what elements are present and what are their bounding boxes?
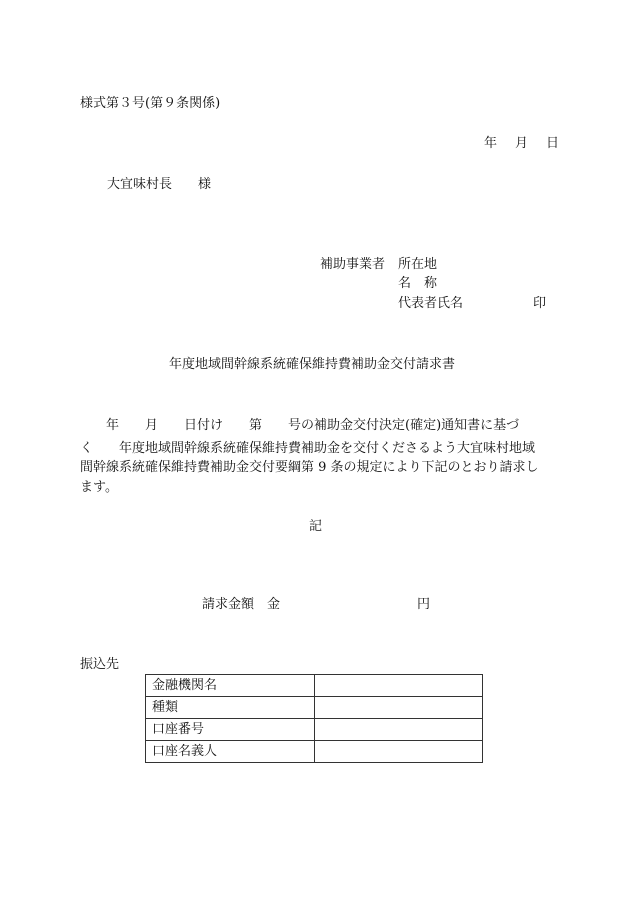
form-number: 様式第３号(第９条関係) — [80, 96, 221, 111]
address-label: 所在地 — [398, 257, 438, 272]
date-year: 年 — [484, 136, 498, 151]
seal-label: 印 — [533, 296, 547, 311]
transfer-label: 振込先 — [80, 657, 120, 672]
table-row — [146, 697, 483, 719]
account-holder-label: 口座名義人 — [146, 741, 315, 763]
table-row — [146, 741, 483, 763]
account-number-label: 口座番号 — [146, 719, 315, 741]
date-line — [484, 136, 559, 152]
table-row — [146, 675, 483, 697]
account-type-label: 種類 — [146, 697, 315, 719]
date-day: 日 — [546, 136, 560, 151]
document-title: 年度地域間幹線系統確保維持費補助金交付請求書 — [169, 357, 456, 372]
addressee: 大宜味村長 様 — [107, 177, 212, 192]
bank-name-label: 金融機関名 — [146, 675, 315, 697]
date-month: 月 — [515, 136, 529, 151]
account-holder-value[interactable] — [315, 741, 483, 763]
amount-label: 請求金額 金 — [202, 597, 281, 612]
body-line: く 年度地域間幹線系統確保維持費補助金を交付くださるよう大宜味村地域 — [80, 441, 536, 456]
body-line: ます。 — [80, 480, 118, 495]
name-label: 名 称 — [398, 276, 438, 291]
account-number-value[interactable] — [315, 719, 483, 741]
representative-label: 代表者氏名 — [398, 296, 464, 311]
body-line: 年 月 日付け 第 号の補助金交付決定(確定)通知書に基づ — [80, 418, 520, 433]
bank-name-value[interactable] — [315, 675, 483, 697]
applicant-label: 補助事業者 — [320, 257, 386, 272]
table-row — [146, 719, 483, 741]
body-line: 間幹線系統確保維持費補助金交付要綱第 9 条の規定により下記のとおり請求し — [80, 460, 539, 475]
yen-label: 円 — [417, 597, 431, 612]
ki-heading: 記 — [309, 519, 323, 534]
account-type-value[interactable] — [315, 697, 483, 719]
bank-table — [145, 674, 483, 763]
